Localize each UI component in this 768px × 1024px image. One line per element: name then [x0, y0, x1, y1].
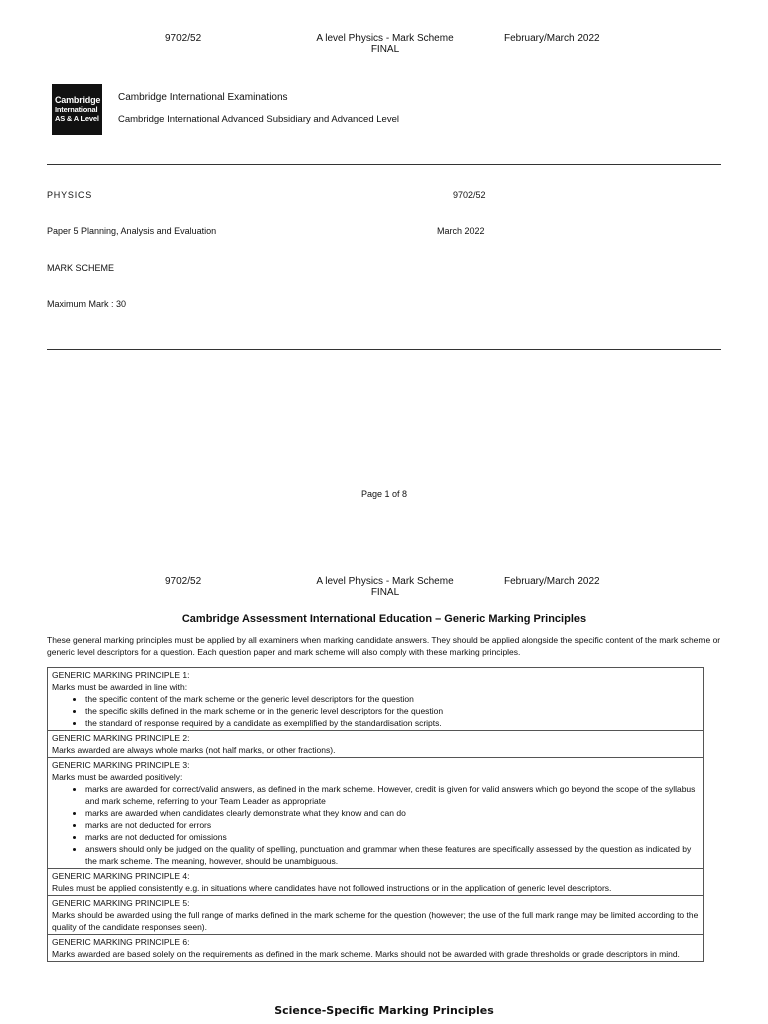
principle-text: Marks awarded are based solely on the requirements as defined in the mark scheme. Marks should not be awarded with grade thresholds or grade descriptors in mind. — [52, 949, 680, 959]
principle-bullet: • marks are not deducted for omissions — [85, 831, 699, 843]
page-number: Page 1 of 8 — [360, 489, 408, 499]
science-principles-title: Science-Specific Marking Principles — [274, 1004, 494, 1017]
header-paper-code: 9702/52 — [165, 33, 202, 44]
logo-line-1: Cambridge — [55, 95, 101, 105]
principle-text: Rules must be applied consistently e.g. in situations where candidates have not followed instructions or in the application of generic level descriptors. — [52, 883, 612, 893]
principle-bullets — [52, 783, 699, 867]
principle-row — [48, 896, 704, 935]
subject-label: PHYSICS — [47, 190, 93, 200]
header2-paper-code: 9702/52 — [165, 576, 202, 587]
principle-text: Marks awarded are always whole marks (not half marks, or other fractions). — [52, 745, 336, 755]
principle-bullet: • the standard of response required by a candidate as exemplified by the standardisation scripts. — [85, 717, 699, 729]
generic-principles-table — [47, 667, 704, 962]
principle-cell — [48, 758, 704, 869]
cambridge-logo — [52, 84, 102, 135]
logo-line-3: AS & A Level — [55, 114, 99, 123]
header2-title — [300, 576, 470, 598]
paper-title: Paper 5 Planning, Analysis and Evaluation — [47, 226, 217, 236]
principle-row — [48, 758, 704, 869]
principle-heading: GENERIC MARKING PRINCIPLE 2: — [52, 733, 190, 743]
principle-row — [48, 869, 704, 896]
principle-bullet: • marks are not deducted for errors — [85, 819, 699, 831]
principle-text: Marks must be awarded positively: — [52, 772, 183, 782]
principle-cell — [48, 668, 704, 731]
header2-title-text: A level Physics - Mark Scheme — [316, 576, 454, 587]
principle-text: Marks should be awarded using the full range of marks defined in the mark scheme for the question (however; the use of the full mark range may be limited according to the quality of the candidate responses seen). — [52, 910, 699, 932]
principle-bullet: • marks are awarded when candidates clearly demonstrate what they know and can do — [85, 807, 699, 819]
principle-cell — [48, 896, 704, 935]
principle-heading: GENERIC MARKING PRINCIPLE 4: — [52, 871, 190, 881]
header-status: FINAL — [370, 44, 400, 55]
principle-cell — [48, 935, 704, 962]
principle-bullet: • the specific content of the mark scheme or the generic level descriptors for the question — [85, 693, 699, 705]
max-mark: Maximum Mark : 30 — [47, 299, 127, 309]
principle-heading: GENERIC MARKING PRINCIPLE 1: — [52, 670, 190, 680]
doc-type: MARK SCHEME — [47, 263, 115, 273]
logo-line-2: International — [55, 105, 98, 114]
principle-heading: GENERIC MARKING PRINCIPLE 6: — [52, 937, 190, 947]
org-name: Cambridge International Examinations — [118, 92, 288, 103]
principle-bullet: • marks are awarded for correct/valid answers, as defined in the mark scheme. However, credit is given for valid answers which go beyond the scope of the syllabus and mark scheme, referring to your Team Leader as appropriate — [85, 783, 699, 807]
divider-top — [47, 164, 721, 165]
principle-bullets — [52, 693, 699, 729]
header-title — [300, 33, 470, 55]
principle-heading: GENERIC MARKING PRINCIPLE 3: — [52, 760, 190, 770]
principle-cell — [48, 869, 704, 896]
header-session: February/March 2022 — [504, 33, 600, 44]
header2-session: February/March 2022 — [504, 576, 600, 587]
principle-bullet: • answers should only be judged on the quality of spelling, punctuation and grammar when these features are specifically assessed by the question as indicated by the mark scheme. The meaning, however, should be unambiguous. — [85, 843, 699, 867]
exam-date: March 2022 — [437, 226, 485, 236]
principle-row — [48, 731, 704, 758]
principle-row — [48, 668, 704, 731]
principle-text: Marks must be awarded in line with: — [52, 682, 188, 692]
generic-principles-intro: These general marking principles must be applied by all examiners when marking candidate answers. They should be applied alongside the specific content of the mark scheme or generic level descriptors for a question. Each question paper and mark scheme will also comply with these marking principles. — [47, 635, 721, 657]
qualification-name: Cambridge International Advanced Subsidiary and Advanced Level — [118, 114, 399, 125]
principle-row — [48, 935, 704, 962]
principle-bullet: • the specific skills defined in the mark scheme or in the generic level descriptors for the question — [85, 705, 699, 717]
subject-code: 9702/52 — [453, 190, 486, 200]
principle-cell — [48, 731, 704, 758]
divider-bottom — [47, 349, 721, 350]
generic-principles-title: Cambridge Assessment International Education – Generic Marking Principles — [181, 613, 587, 625]
header-title-text: A level Physics - Mark Scheme — [316, 33, 454, 44]
header2-status: FINAL — [370, 587, 400, 598]
principle-heading: GENERIC MARKING PRINCIPLE 5: — [52, 898, 190, 908]
